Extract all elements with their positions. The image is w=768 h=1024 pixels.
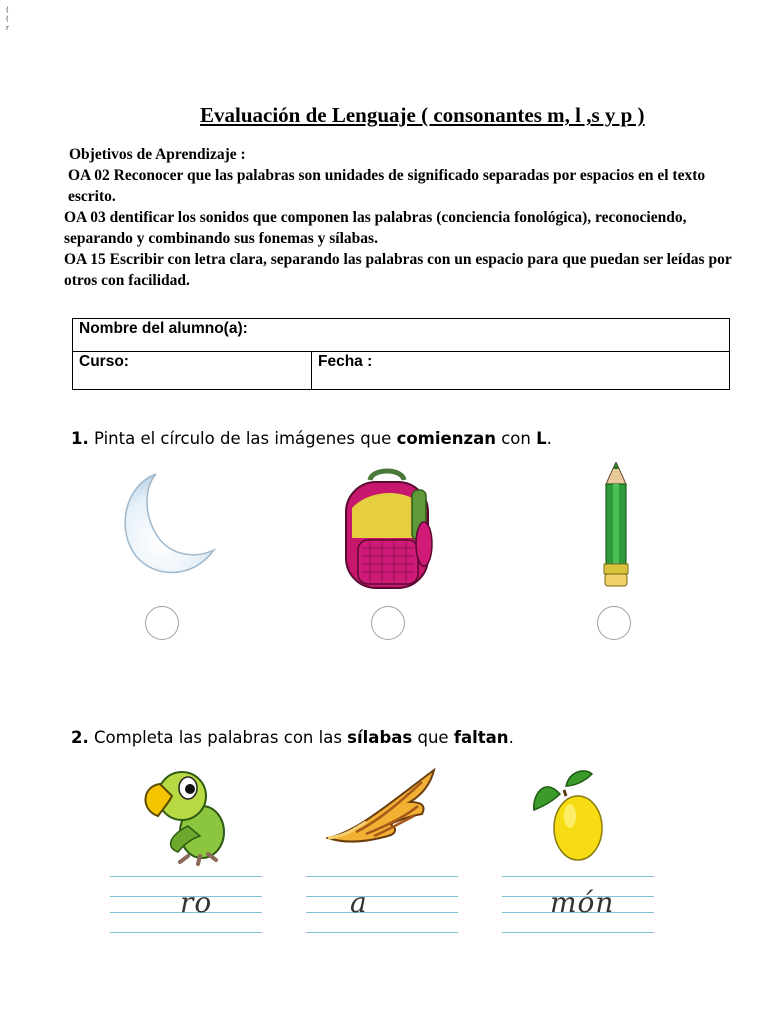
parrot-icon [138, 766, 234, 866]
question-number: 1. [71, 429, 89, 448]
objectives-heading: Objetivos de Aprendizaje : [69, 146, 246, 163]
writing-lines-wing[interactable] [306, 874, 458, 934]
prompt-bold: L [536, 429, 547, 448]
question-number: 2. [71, 728, 89, 747]
student-name-label: Nombre del alumno(a): [79, 320, 248, 337]
student-info-table [72, 318, 730, 390]
lemon-icon [530, 766, 610, 866]
corner-mark: r [6, 24, 9, 32]
date-label: Fecha : [318, 353, 373, 370]
course-label: Curso: [79, 353, 129, 370]
pencil-icon [598, 462, 634, 588]
student-name-field[interactable] [73, 319, 730, 352]
corner-mark: ( [6, 15, 9, 23]
word-fragment: ro [180, 886, 213, 919]
question-1-prompt [71, 429, 552, 448]
prompt-text: . [508, 728, 514, 747]
course-field[interactable] [73, 352, 312, 390]
question-2-prompt [71, 728, 514, 747]
backpack-icon [340, 468, 436, 592]
answer-circle-moon[interactable] [145, 606, 179, 640]
moon-icon [118, 470, 218, 580]
prompt-text: que [417, 728, 449, 747]
prompt-bold: comienzan [396, 429, 496, 448]
prompt-text: Pinta el círculo de las imágenes que [94, 429, 392, 448]
word-fragment: a [350, 886, 368, 919]
objective-item: OA 15 Escribir con letra clara, separando las palabras con un espacio para que puedan ser leídas por otros con facilidad. [64, 251, 732, 289]
writing-lines-lemon[interactable] [502, 874, 654, 934]
writing-lines-parrot[interactable] [110, 874, 262, 934]
objective-item: OA 02 Reconocer que las palabras son unidades de significado separadas por espacios en el texto escrito. [68, 167, 706, 205]
word-fragment: món [550, 886, 615, 919]
prompt-text: con [501, 429, 531, 448]
prompt-text: Completa las palabras con las [94, 728, 342, 747]
answer-circle-backpack[interactable] [371, 606, 405, 640]
corner-marks [6, 6, 9, 33]
objectives-section [64, 144, 744, 291]
objective-item: OA 03 dentificar los sonidos que componen las palabras (conciencia fonológica), reconociendo, separando y combinando sus fonemas y sílabas. [64, 209, 687, 247]
prompt-text: . [546, 429, 552, 448]
page-title: Evaluación de Lenguaje ( consonantes m, l ,s y p ) [200, 103, 645, 127]
answer-circle-pencil[interactable] [597, 606, 631, 640]
prompt-bold: faltan [453, 728, 509, 747]
corner-mark: ( [6, 6, 9, 14]
wing-icon [326, 766, 438, 846]
prompt-bold: sílabas [347, 728, 413, 747]
date-field[interactable] [312, 352, 730, 390]
